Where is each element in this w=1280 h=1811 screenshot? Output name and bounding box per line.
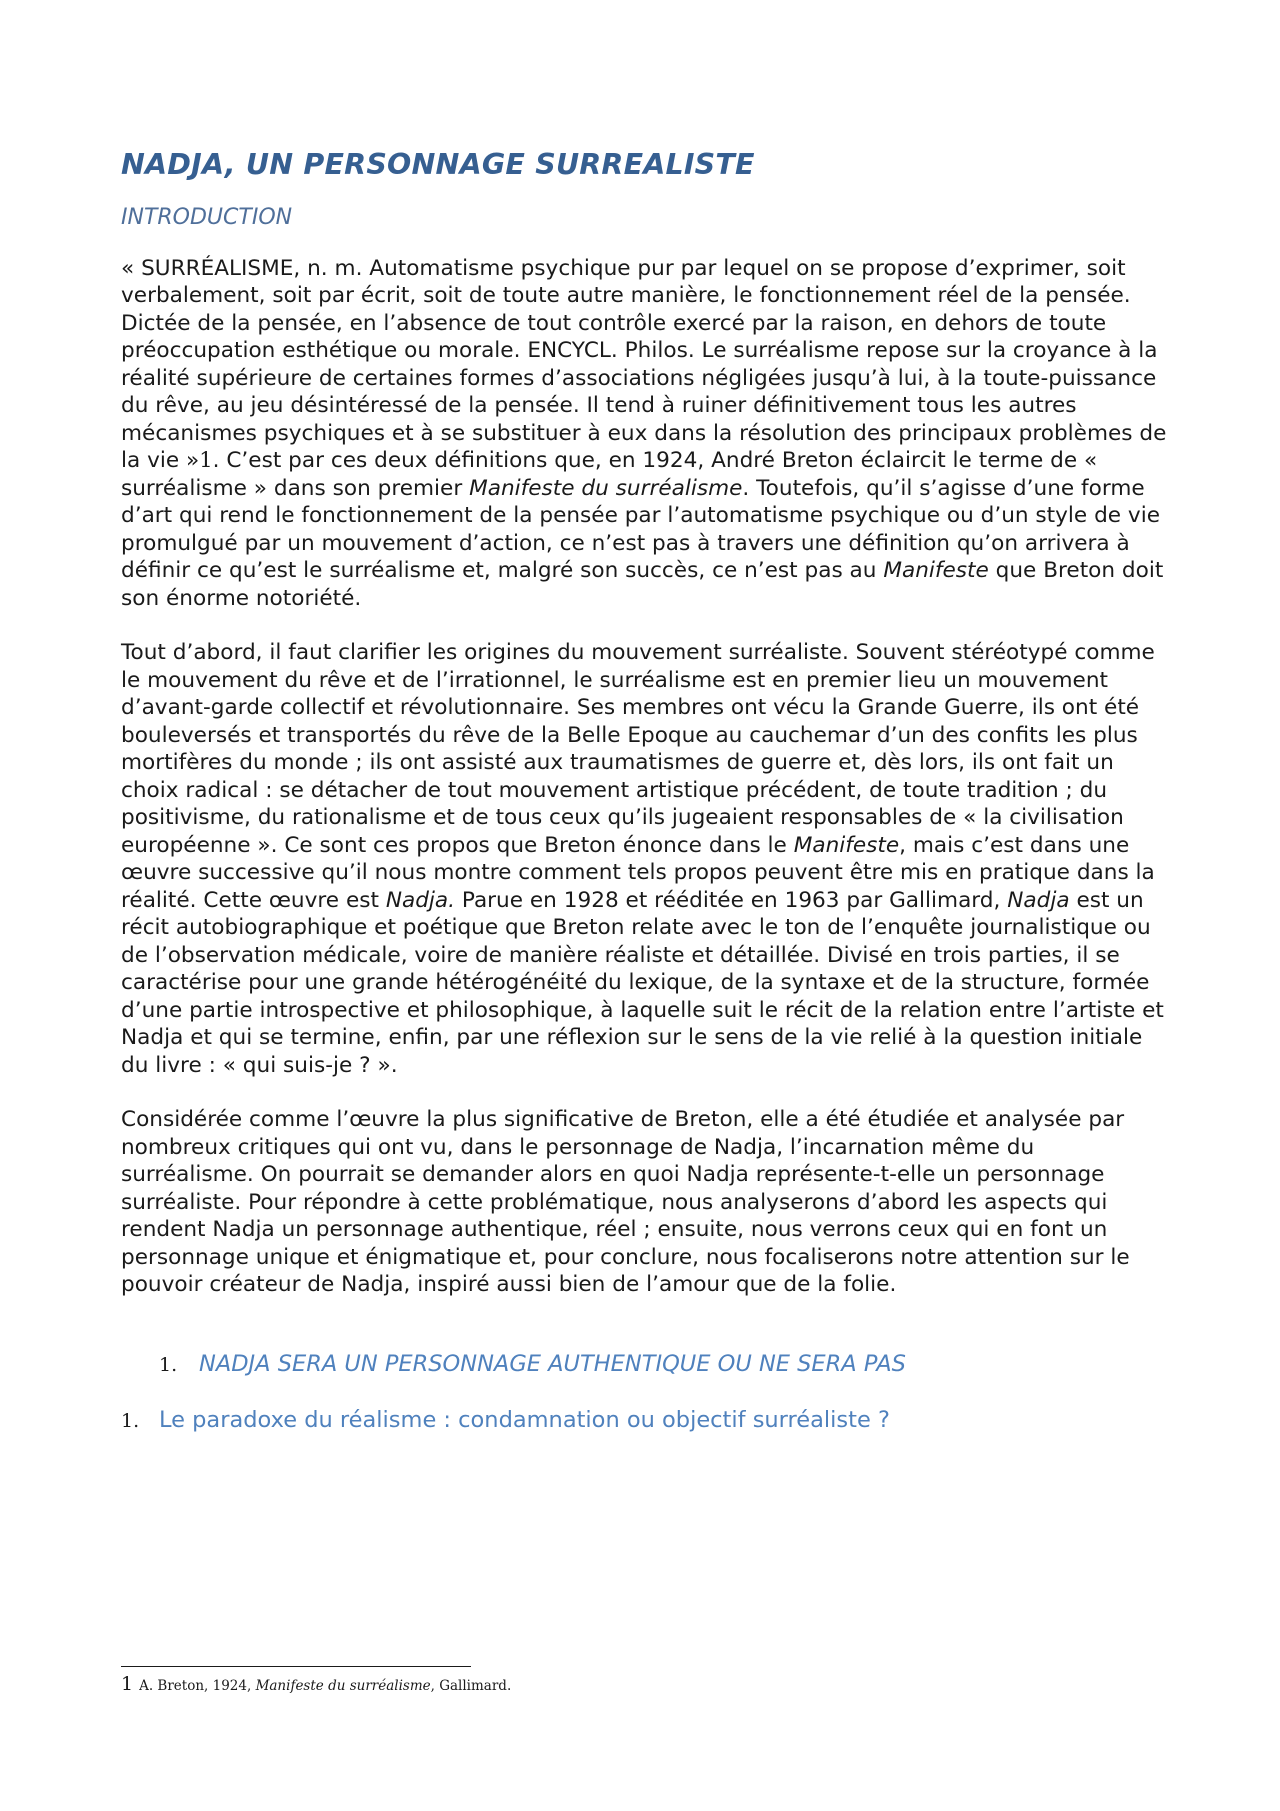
footnote (121, 1673, 621, 1695)
section-heading-1 (159, 1351, 1171, 1377)
text-run: « SURRÉALISME, n. m. Automatisme psychique pur par lequel on se propose d’exprimer, soit verbalement, soit par écrit, soit de toute autre manière, le fonctionnement réel de la pensée. Dictée de la pensée, en l’absence de tout contrôle exercé par la raison, en dehors de toute préoccupation esthétique ou morale. ENCYCL. Philos. Le surréalisme repose sur la croyance à la réalité supérieure de certaines formes d’associations négligées jusqu’à lui, à la toute-puissance du rêve, au jeu désintéressé de la pensée. Il tend à ruiner définitivement tous les autres mécanismes psychiques et à se substituer à eux dans la résolution des principaux problèmes de la vie » (121, 255, 1167, 474)
text-run: est un récit autobiographique et poétique que Breton relate avec le ton de l’enquête journalistique ou de l’observation médicale, voire de manière réaliste et détaillée. Divisé en trois parties, il se caractérise pour une grande hétérogénéité du lexique, de la syntaxe et de la structure, formée d’une partie introspective et philosophique, à laquelle suit le récit de la relation entre l’artiste et Nadja et qui se termine, enfin, par une réflexion sur le sens de la vie relié à la question initiale du livre : « qui suis-je ? ». (121, 887, 1164, 1078)
text-run-italic: Manifeste (883, 558, 989, 584)
text-run: Tout d’abord, il faut clarifier les origines du mouvement surréaliste. Souvent stéréotypé comme le mouvement du rêve et de l’irrationnel, le surréalisme est en premier lieu un mouvement d’avant-garde collectif et révolutionnaire. Ses membres ont vécu la Grande Guerre, ils ont été bouleversés et transportés du rêve de la Belle Epoque au cauchemar d’un des confits les plus mortifères du monde ; ils ont assisté aux traumatismes de guerre et, dès lors, ils ont fait un choix radical : se détacher de tout mouvement artistique précédent, de toute tradition ; du positivisme, du rationalisme et de tous ceux qu’ils jugeaient responsables de « la civilisation européenne ». Ce sont ces propos que Breton énonce dans le (121, 640, 1155, 858)
introduction-heading: INTRODUCTION (121, 205, 293, 231)
text-run: A. Breton, 1924, (139, 1678, 256, 1694)
text-run: que Breton doit son énorme notoriété. (121, 558, 1164, 611)
footnote-reference[interactable]: 1 (199, 448, 213, 473)
text-run-italic: Manifeste (793, 832, 900, 858)
subsection-heading-1 (121, 1407, 1171, 1433)
footnote-separator (121, 1666, 471, 1667)
text-run: Parue en 1928 et rééditée en 1963 par Gallimard, (455, 887, 1008, 913)
text-run: , mais c’est dans une œuvre successive qu’il nous montre comment tels propos peuvent être mis en pratique dans la réalité. Cette œuvre est (121, 832, 1155, 913)
subsection-heading-label: Le paradoxe du réalisme : condamnation ou objectif surréaliste ? (159, 1406, 890, 1433)
footnote-area (121, 1666, 621, 1695)
document-title: NADJA, UN PERSONNAGE SURREALISTE (121, 148, 755, 181)
footnote-number: 1 (121, 1673, 134, 1695)
section-heading-label: NADJA SERA UN PERSONNAGE AUTHENTIQUE OU NE SERA PAS (199, 1350, 906, 1377)
paragraph-problematic: Considérée comme l’œuvre la plus significative de Breton, elle a été étudiée et analysée par nombreux critiques qui ont vu, dans le personnage de Nadja, l’incarnation même du surréalisme. On pourrait se demander alors en quoi Nadja représente-t-elle un personnage surréaliste. Pour répondre à cette problématique, nous analyserons d’abord les aspects qui rendent Nadja un personnage authentique, réel ; ensuite, nous verrons ceux qui en font un personnage unique et énigmatique et, pour conclure, nous focaliserons notre attention sur le pouvoir créateur de Nadja, inspiré aussi bien de l’amour que de la folie. (121, 1107, 1130, 1298)
text-run-italic: Nadja. (385, 887, 456, 913)
text-run: , Gallimard. (430, 1678, 512, 1694)
document-body (121, 148, 1171, 1433)
text-run: . Toutefois, qu’il s’agisse d’une forme d’art qui rend le fonctionnement de la pensée par l’automatisme psychique ou d’un style de vie promulgué par un mouvement d’action, ce n’est pas à travers une définition qu’on arrivera à définir ce qu’est le surréalisme et, malgré son succès, ce n’est pas au (121, 475, 1160, 584)
text-run-italic: Manifeste du surréalisme (469, 475, 743, 501)
paragraph-definition (121, 255, 1171, 613)
paragraph-origins (121, 639, 1171, 1079)
text-run-italic: Manifeste du surréalisme (255, 1678, 431, 1694)
list-number: 1. (159, 1353, 178, 1376)
text-run: . C’est par ces deux définitions que, en 1924, André Breton éclaircit le terme de « surréalisme » dans son premier (121, 448, 1098, 501)
list-number: 1. (121, 1409, 140, 1432)
text-run-italic: Nadja (1007, 887, 1070, 913)
